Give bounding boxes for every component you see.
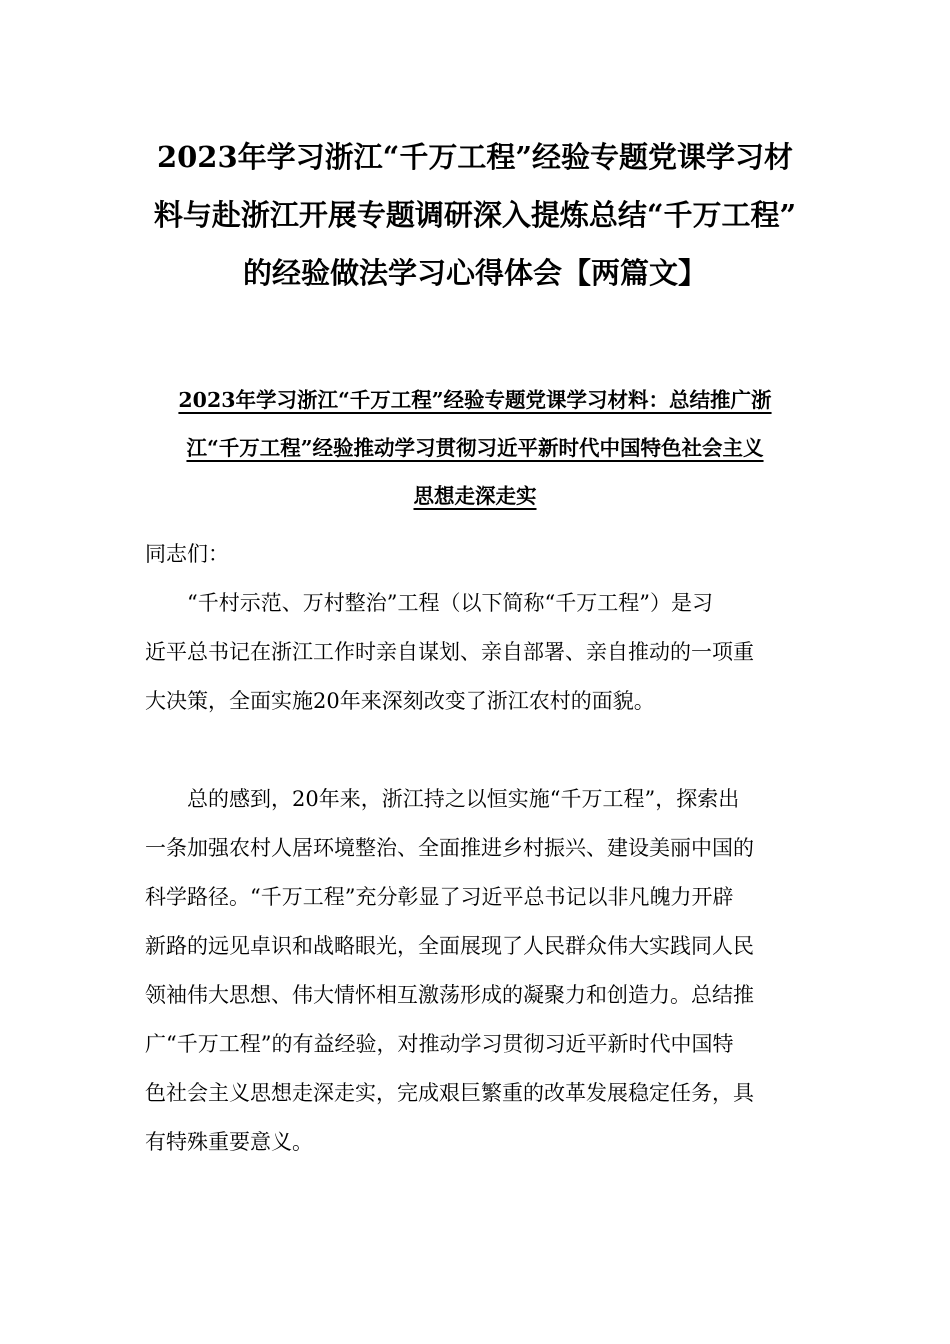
paragraph-1 [145, 579, 805, 726]
paragraph-2 [145, 775, 805, 1167]
document-body [145, 530, 805, 1167]
paragraph-line: 领袖伟大思想、伟大情怀相互激荡形成的凝聚力和创造力。总结推 [145, 983, 754, 1007]
document-title [145, 128, 805, 302]
title-line: 2023年学习浙江“千万工程”经验专题党课学习材 [156, 140, 794, 174]
paragraph-line: 科学路径。“千万工程”充分彰显了习近平总书记以非凡魄力开辟 [145, 885, 734, 909]
section-heading-line: 2023年学习浙江“千万工程”经验专题党课学习材料：总结推广浙 [178, 388, 772, 412]
paragraph-line: 广“千万工程”的有益经验，对推动学习贯彻习近平新时代中国特 [145, 1032, 734, 1056]
salutation: 同志们： [145, 542, 229, 566]
title-line: 料与赴浙江开展专题调研深入提炼总结“千万工程” [153, 198, 797, 232]
paragraph-spacer [145, 726, 805, 775]
paragraph-line: “千村示范、万村整治”工程（以下简称“千万工程”）是习 [187, 591, 713, 615]
paragraph-line: 新路的远见卓识和战略眼光，全面展现了人民群众伟大实践同人民 [145, 934, 754, 958]
paragraph-line: 大决策，全面实施20年来深刻改变了浙江农村的面貌。 [145, 689, 655, 713]
paragraph-line: 总的感到，20年来，浙江持之以恒实施“千万工程”，探索出 [187, 787, 740, 811]
paragraph-line: 近平总书记在浙江工作时亲自谋划、亲自部署、亲自推动的一项重 [145, 640, 754, 664]
section-heading-line: 思想走深走实 [413, 484, 537, 508]
paragraph-line: 色社会主义思想走深走实，完成艰巨繁重的改革发展稳定任务，具 [145, 1081, 754, 1105]
section-heading-line: 江“千万工程”经验推动学习贯彻习近平新时代中国特色社会主义 [186, 436, 764, 460]
paragraph-line: 一条加强农村人居环境整治、全面推进乡村振兴、建设美丽中国的 [145, 836, 754, 860]
title-line: 的经验做法学习心得体会【两篇文】 [242, 256, 707, 290]
section-heading [145, 376, 805, 520]
paragraph-line: 有特殊重要意义。 [145, 1130, 313, 1154]
